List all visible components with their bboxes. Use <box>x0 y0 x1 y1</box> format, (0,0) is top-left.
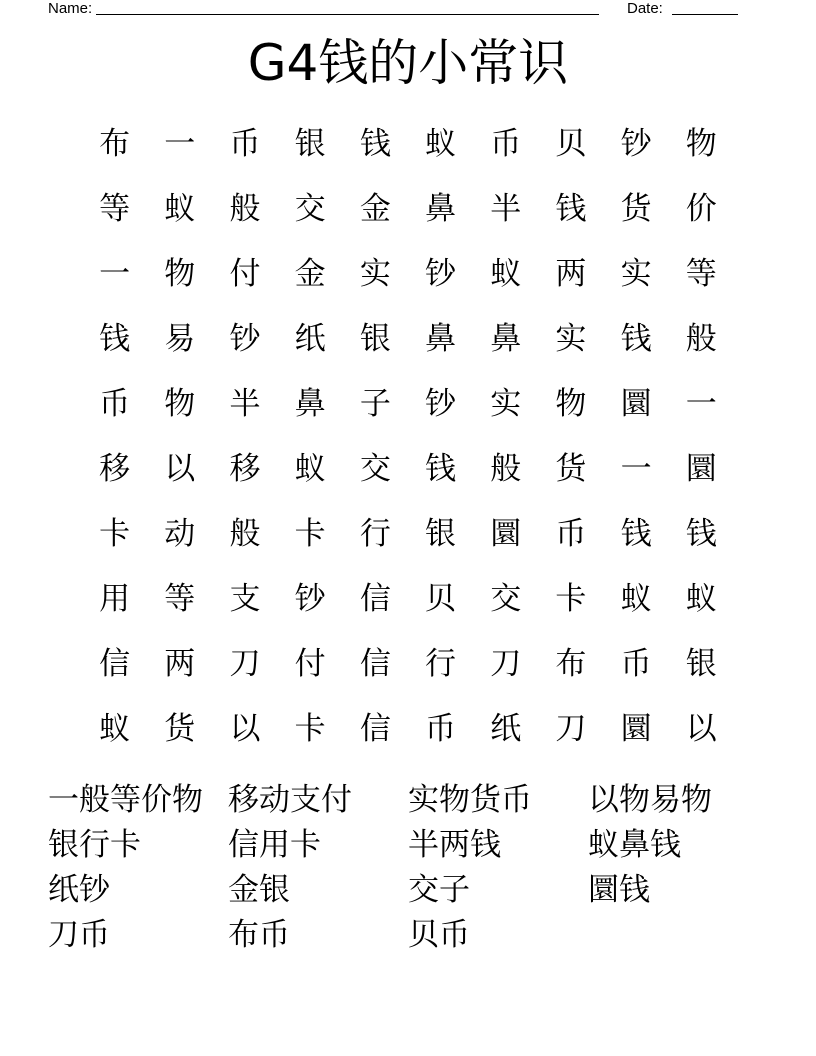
grid-cell[interactable]: 子 <box>359 386 391 422</box>
grid-row <box>82 632 734 697</box>
grid-cell[interactable]: 等 <box>99 191 131 227</box>
page-title: G4钱的小常识 <box>247 34 569 92</box>
grid-cell[interactable]: 蚁 <box>685 581 717 617</box>
grid-cell[interactable]: 钞 <box>620 126 652 162</box>
grid-cell[interactable]: 卡 <box>555 581 587 617</box>
grid-cell[interactable]: 钱 <box>99 321 131 357</box>
grid-cell[interactable]: 鼻 <box>490 321 522 357</box>
grid-cell[interactable]: 信 <box>359 646 391 682</box>
grid-cell[interactable]: 贝 <box>425 581 457 617</box>
grid-cell[interactable]: 钱 <box>620 516 652 552</box>
grid-cell[interactable]: 钞 <box>294 581 326 617</box>
worksheet-header <box>48 0 748 18</box>
word-bank-item: 半两钱 <box>408 827 501 863</box>
grid-cell[interactable]: 鼻 <box>294 386 326 422</box>
word-bank-item: 圜钱 <box>588 872 650 908</box>
grid-cell[interactable]: 布 <box>555 646 587 682</box>
grid-cell[interactable]: 付 <box>229 256 261 292</box>
name-blank-line[interactable] <box>96 0 599 15</box>
grid-cell[interactable]: 等 <box>685 256 717 292</box>
grid-cell[interactable]: 币 <box>425 711 457 747</box>
grid-cell[interactable]: 般 <box>685 321 717 357</box>
grid-cell[interactable]: 般 <box>490 451 522 487</box>
grid-cell[interactable]: 银 <box>685 646 717 682</box>
word-bank-item: 移动支付 <box>228 782 352 818</box>
grid-cell[interactable]: 圜 <box>685 451 717 487</box>
grid-cell[interactable]: 钞 <box>229 321 261 357</box>
grid-row <box>82 437 734 502</box>
grid-cell[interactable]: 纸 <box>490 711 522 747</box>
grid-cell[interactable]: 蚁 <box>620 581 652 617</box>
word-search-grid <box>82 112 734 762</box>
grid-cell[interactable]: 付 <box>294 646 326 682</box>
grid-cell[interactable]: 钞 <box>425 386 457 422</box>
word-bank-item: 一般等价物 <box>48 782 203 818</box>
grid-cell[interactable]: 货 <box>620 191 652 227</box>
grid-cell[interactable]: 圜 <box>620 386 652 422</box>
grid-cell[interactable]: 刀 <box>555 711 587 747</box>
grid-cell[interactable]: 钱 <box>359 126 391 162</box>
date-label: Date: <box>627 0 663 17</box>
grid-cell[interactable]: 鼻 <box>425 321 457 357</box>
grid-cell[interactable]: 鼻 <box>425 191 457 227</box>
grid-cell[interactable]: 物 <box>164 386 196 422</box>
word-bank-item: 以物易物 <box>588 782 712 818</box>
grid-cell[interactable]: 行 <box>425 646 457 682</box>
grid-cell[interactable]: 钱 <box>555 191 587 227</box>
word-bank-row <box>48 823 768 868</box>
grid-cell[interactable]: 银 <box>359 321 391 357</box>
grid-cell[interactable]: 币 <box>620 646 652 682</box>
grid-cell[interactable]: 卡 <box>294 516 326 552</box>
grid-cell[interactable]: 币 <box>229 126 261 162</box>
grid-cell[interactable]: 物 <box>164 256 196 292</box>
grid-cell[interactable]: 物 <box>685 126 717 162</box>
grid-cell[interactable]: 货 <box>555 451 587 487</box>
grid-cell[interactable]: 金 <box>359 191 391 227</box>
grid-cell[interactable]: 信 <box>99 646 131 682</box>
grid-cell[interactable]: 等 <box>164 581 196 617</box>
grid-cell[interactable]: 货 <box>164 711 196 747</box>
grid-cell[interactable]: 刀 <box>229 646 261 682</box>
grid-cell[interactable]: 蚁 <box>99 711 131 747</box>
grid-cell[interactable]: 蚁 <box>490 256 522 292</box>
grid-cell[interactable]: 钱 <box>425 451 457 487</box>
grid-cell[interactable]: 金 <box>294 256 326 292</box>
word-bank-item: 实物货币 <box>408 782 532 818</box>
word-bank-item: 贝币 <box>408 917 470 953</box>
grid-cell[interactable]: 钱 <box>620 321 652 357</box>
grid-cell[interactable]: 一 <box>620 451 652 487</box>
grid-cell[interactable]: 移 <box>99 451 131 487</box>
grid-cell[interactable]: 实 <box>555 321 587 357</box>
word-bank <box>48 778 768 958</box>
grid-cell[interactable]: 钱 <box>685 516 717 552</box>
grid-cell[interactable]: 实 <box>359 256 391 292</box>
grid-cell[interactable]: 行 <box>359 516 391 552</box>
grid-row <box>82 567 734 632</box>
grid-cell[interactable]: 半 <box>229 386 261 422</box>
grid-cell[interactable]: 交 <box>294 191 326 227</box>
grid-cell[interactable]: 一 <box>164 126 196 162</box>
grid-cell[interactable]: 卡 <box>99 516 131 552</box>
name-label: Name: <box>48 0 93 17</box>
grid-cell[interactable]: 币 <box>99 386 131 422</box>
grid-cell[interactable]: 信 <box>359 581 391 617</box>
grid-cell[interactable]: 交 <box>359 451 391 487</box>
grid-cell[interactable]: 纸 <box>294 321 326 357</box>
grid-cell[interactable]: 蚁 <box>164 191 196 227</box>
word-bank-item: 金银 <box>228 872 290 908</box>
grid-cell[interactable]: 半 <box>490 191 522 227</box>
grid-cell[interactable]: 币 <box>490 126 522 162</box>
grid-cell[interactable]: 蚁 <box>294 451 326 487</box>
grid-row <box>82 112 734 177</box>
grid-cell[interactable]: 卡 <box>294 711 326 747</box>
word-bank-item: 蚁鼻钱 <box>588 827 681 863</box>
grid-cell[interactable]: 实 <box>490 386 522 422</box>
grid-cell[interactable]: 圜 <box>620 711 652 747</box>
grid-cell[interactable]: 币 <box>555 516 587 552</box>
grid-cell[interactable]: 信 <box>359 711 391 747</box>
grid-cell[interactable]: 布 <box>99 126 131 162</box>
grid-row <box>82 372 734 437</box>
grid-cell[interactable]: 一 <box>685 386 717 422</box>
grid-row <box>82 307 734 372</box>
grid-cell[interactable]: 以 <box>229 711 261 747</box>
grid-cell[interactable]: 一 <box>99 256 131 292</box>
grid-cell[interactable]: 圜 <box>490 516 522 552</box>
grid-cell[interactable]: 支 <box>229 581 261 617</box>
word-bank-item: 布币 <box>228 917 290 953</box>
grid-cell[interactable]: 银 <box>294 126 326 162</box>
grid-cell[interactable]: 以 <box>164 451 196 487</box>
word-bank-row <box>48 913 768 958</box>
grid-row <box>82 242 734 307</box>
grid-row <box>82 177 734 242</box>
word-bank-item: 银行卡 <box>48 827 141 863</box>
date-blank-line[interactable] <box>672 0 738 15</box>
grid-cell[interactable]: 贝 <box>555 126 587 162</box>
grid-cell[interactable]: 实 <box>620 256 652 292</box>
grid-row <box>82 697 734 762</box>
grid-cell[interactable]: 移 <box>229 451 261 487</box>
word-bank-item: 纸钞 <box>48 872 110 908</box>
grid-row <box>82 502 734 567</box>
word-bank-row <box>48 868 768 913</box>
grid-cell[interactable]: 动 <box>164 516 196 552</box>
grid-cell[interactable]: 两 <box>164 646 196 682</box>
grid-cell[interactable]: 价 <box>685 191 717 227</box>
grid-cell[interactable]: 用 <box>99 581 131 617</box>
grid-cell[interactable]: 以 <box>685 711 717 747</box>
grid-cell[interactable]: 交 <box>490 581 522 617</box>
grid-cell[interactable]: 蚁 <box>425 126 457 162</box>
grid-cell[interactable]: 钞 <box>425 256 457 292</box>
grid-cell[interactable]: 刀 <box>490 646 522 682</box>
grid-cell[interactable]: 易 <box>164 321 196 357</box>
word-bank-item: 交子 <box>408 872 470 908</box>
word-bank-item: 信用卡 <box>228 827 321 863</box>
grid-cell[interactable]: 物 <box>555 386 587 422</box>
grid-cell[interactable]: 般 <box>229 191 261 227</box>
word-bank-row <box>48 778 768 823</box>
grid-cell[interactable]: 银 <box>425 516 457 552</box>
grid-cell[interactable]: 般 <box>229 516 261 552</box>
word-bank-item: 刀币 <box>48 917 110 953</box>
grid-cell[interactable]: 两 <box>555 256 587 292</box>
